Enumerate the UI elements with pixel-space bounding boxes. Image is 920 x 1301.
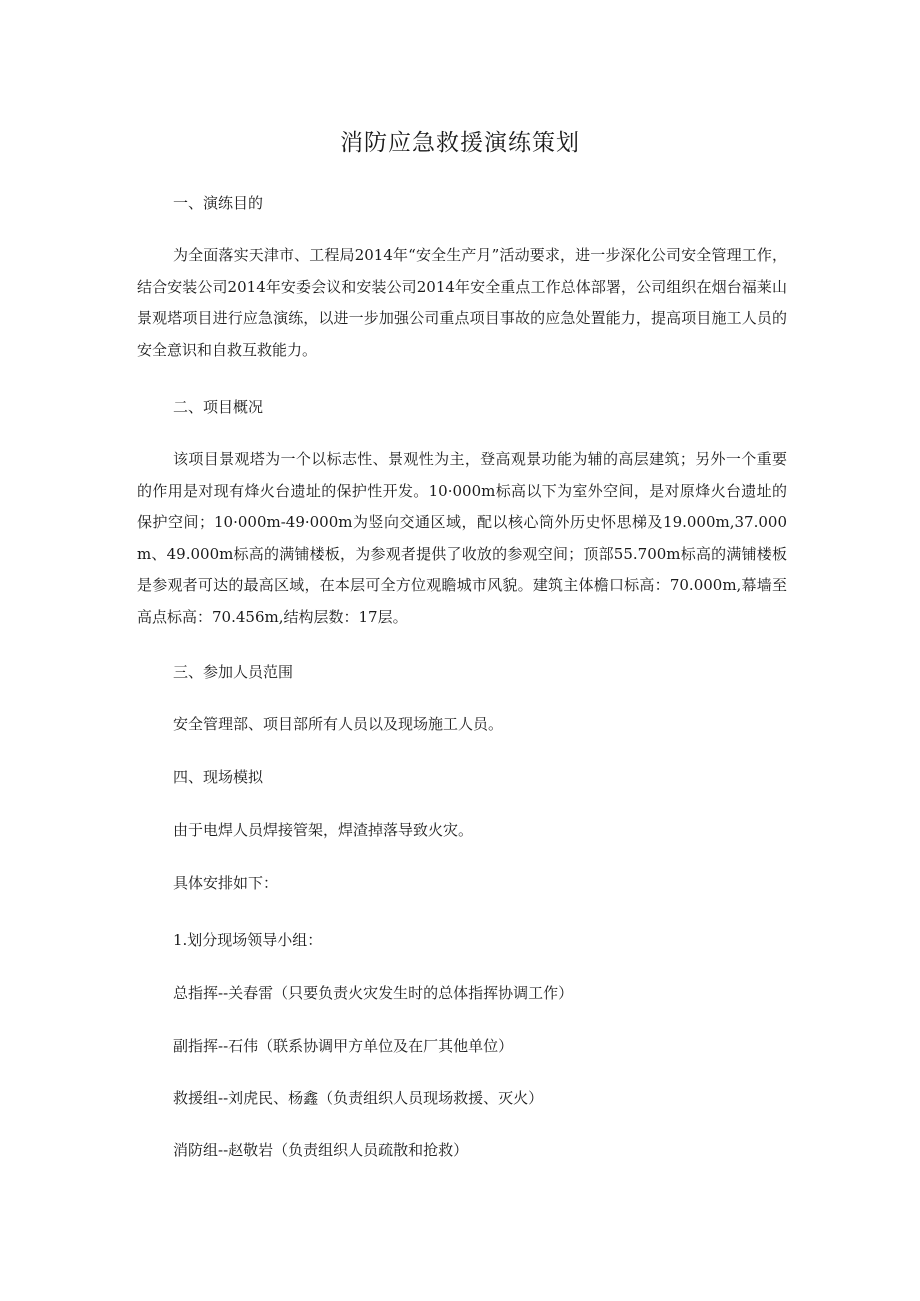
role-line: 救援组--刘虎民、杨鑫（负责组织人员现场救援、灭火） <box>173 1089 544 1107</box>
section-paragraph-participants: 安全管理部、项目部所有人员以及现场施工人员。 <box>173 715 504 733</box>
role-line: 副指挥--石伟（联系协调甲方单位及在厂其他单位） <box>173 1037 514 1055</box>
arrangement-intro: 具体安排如下： <box>173 874 279 892</box>
section-paragraph-overview: 该项目景观塔为一个以标志性、景观性为主，登高观景功能为辅的高层建筑；另外一个重要的作用是对现有烽火台遗址的保护性开发。10·000m标高以下为室外空间，是对原烽火台遗址的保护空间；10·000m-49·000m为竖向交通区域，配以核心筒外历史怀思梯及19.000m,37.000m、49.000m标高的满铺楼板，为参观者提供了收放的参观空间；顶部55.700m标高的满铺楼板是参观者可达的最高区域，在本层可全方位观瞻城市风貌。建筑主体檐口标高：70.000m,幕墙至高点标高：70.456m,结构层数：17层。 <box>137 450 787 626</box>
role-line: 消防组--赵敬岩（负责组织人员疏散和抢救） <box>173 1141 469 1159</box>
section-heading-purpose: 一、演练目的 <box>173 194 264 212</box>
section-heading-overview: 二、项目概况 <box>173 398 264 416</box>
subheading-leadership-group: 1.划分现场领导小组： <box>173 931 323 949</box>
section-paragraph-simulation: 由于电焊人员焊接管架，焊渣掉落导致火灾。 <box>173 821 474 839</box>
section-heading-simulation: 四、现场模拟 <box>173 768 264 786</box>
section-paragraph-purpose: 为全面落实天津市、工程局2014年“安全生产月”活动要求，进一步深化公司安全管理工作，结合安装公司2014年安委会议和安装公司2014年安全重点工作总体部署，公司组织在烟台福莱山景观塔项目进行应急演练，以进一步加强公司重点项目事故的应急处置能力，提高项目施工人员的安全意识和自救互救能力。 <box>137 246 787 359</box>
role-line: 总指挥--关春雷（只要负责火灾发生时的总体指挥协调工作） <box>173 984 574 1002</box>
section-heading-participants: 三、参加人员范围 <box>173 663 294 681</box>
document-title: 消防应急救援演练策划 <box>340 130 580 156</box>
